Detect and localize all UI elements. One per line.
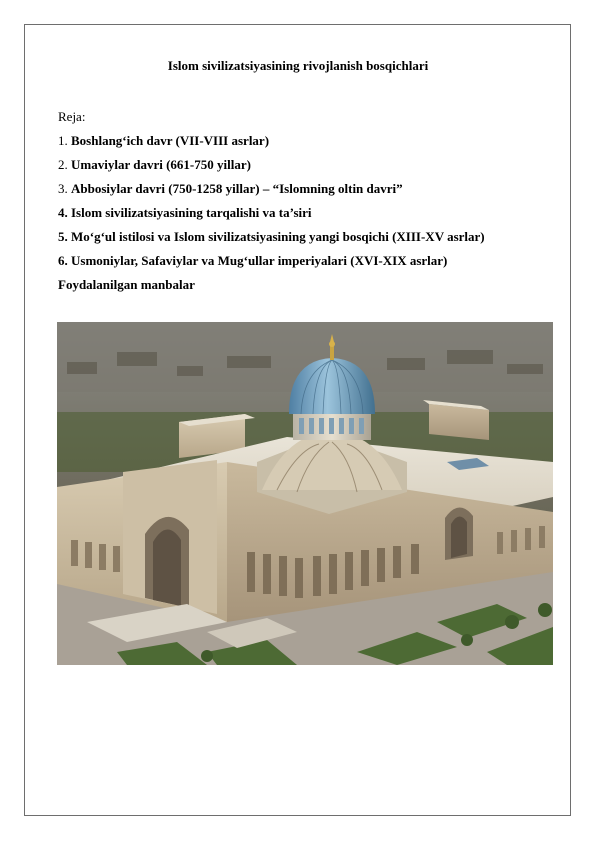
plan-item-number: 5. xyxy=(58,229,68,244)
plan-item-number: 1. xyxy=(58,133,68,148)
plan-item-number: 2. xyxy=(58,157,68,172)
plan-item-text: Usmoniylar, Safaviylar va Mug‘ullar imperiyalari (XVI-XIX asrlar) xyxy=(71,253,448,268)
plan-item-text: Abbosiylar davri (750-1258 yillar) – “Islomning oltin davri” xyxy=(71,181,403,196)
document-title: Islom sivilizatsiyasining rivojlanish bosqichlari xyxy=(167,58,429,73)
plan-item-3 xyxy=(58,177,558,201)
plan-list xyxy=(58,105,558,297)
plan-item-2 xyxy=(58,153,558,177)
plan-item-1 xyxy=(58,129,558,153)
mosque-rendering-image xyxy=(57,322,553,665)
sources-heading: Foydalanilgan manbalar xyxy=(58,277,195,292)
plan-item-5 xyxy=(58,225,558,249)
plan-item-number: 3. xyxy=(58,181,68,196)
plan-item-number: 4. xyxy=(58,205,68,220)
plan-item-text: Islom sivilizatsiyasining tarqalishi va ta’siri xyxy=(71,205,312,220)
plan-item-number: 6. xyxy=(58,253,68,268)
plan-item-text: Mo‘g‘ul istilosi va Islom sivilizatsiyasining yangi bosqichi (XIII-XV asrlar) xyxy=(71,229,485,244)
plan-item-6 xyxy=(58,249,558,273)
plan-label: Reja: xyxy=(58,109,86,124)
plan-item-text: Boshlang‘ich davr (VII-VIII asrlar) xyxy=(71,133,270,148)
plan-item-4 xyxy=(58,201,558,225)
plan-item-text: Umaviylar davri (661-750 yillar) xyxy=(71,157,251,172)
